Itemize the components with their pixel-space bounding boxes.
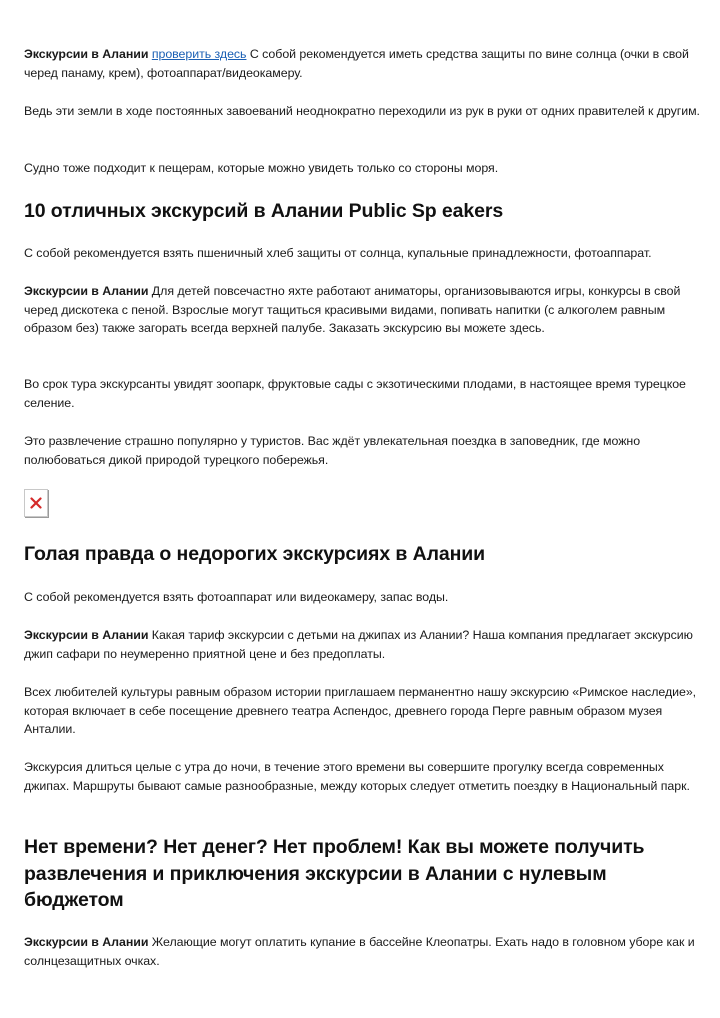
paragraph-lead: Экскурсии в Алании bbox=[24, 628, 149, 642]
paragraph-lead: Экскурсии в Алании bbox=[24, 935, 149, 949]
paragraph: С собой рекомендуется взять фотоаппарат или видеокамеру, запас воды. bbox=[24, 590, 449, 604]
paragraph: Судно тоже подходит к пещерам, которые можно увидеть только со стороны моря. bbox=[24, 161, 499, 175]
paragraph-lead: Экскурсии в Алании bbox=[24, 47, 149, 61]
paragraph: Во срок тура экскурсанты увидят зоопарк, фруктовые сады с экзотическими плодами, в настоящее время турецкое селение. bbox=[24, 377, 686, 410]
paragraph bbox=[24, 282, 700, 338]
paragraph bbox=[24, 626, 700, 663]
paragraph: Это развлечение страшно популярно у туристов. Вас ждёт увлекательная поездка в заповедник, где можно полюбоваться дикой природой турецкого побережья. bbox=[24, 434, 641, 467]
paragraph: Всех любителей культуры равным образом истории приглашаем перманентно нашу экскурсию «Римское наследие», которая включает в себе посещение древнего театра Аспендос, древнего города Перге равным образом музея Анталии. bbox=[24, 685, 697, 737]
paragraph-text: Какая тариф экскурсии с детьми на джипах из Алании? Наша компания предлагает экскурсию джип сафари по неумеренно приятной цене и без предоплаты. bbox=[24, 628, 693, 661]
paragraph-text: С собой рекомендуется иметь средства защиты по вине солнца (очки в свой черед панаму, крем), фотоаппарат/видеокамеру. bbox=[24, 47, 689, 80]
paragraph: Ведь эти земли в ходе постоянных завоеваний неоднократно переходили из рук в руки от одних правителей к другим. bbox=[24, 104, 700, 118]
section-heading: Голая правда о недорогих экскурсиях в Алании bbox=[24, 543, 486, 565]
paragraph-lead: Экскурсии в Алании bbox=[24, 284, 149, 298]
paragraph-text: Желающие могут оплатить купание в бассейне Клеопатры. Ехать надо в головном уборе как и солнцезащитных очках. bbox=[24, 935, 695, 968]
check-here-link[interactable]: проверить здесь bbox=[151, 47, 247, 61]
broken-image-icon bbox=[24, 489, 48, 517]
paragraph bbox=[24, 933, 700, 970]
paragraph-text: Для детей повсечастно яхте работают аниматоры, организовываются игры, конкурсы в свой черед дискотека с пеной. Взрослые могут тащиться красивыми видами, попивать напитки (с алкоголем равным образом без) также загорать всегда верхней палубе. Заказать экскурсию вы можете здесь. bbox=[24, 284, 681, 336]
paragraph: С собой рекомендуется взять пшеничный хлеб защиты от солнца, купальные принадлежности, фотоаппарат. bbox=[24, 246, 652, 260]
paragraph bbox=[24, 45, 700, 82]
close-x-icon bbox=[30, 497, 42, 509]
section-heading: Нет времени? Нет денег? Нет проблем! Как вы можете получить развлечения и приключения экскурсии в Алании с нулевым бюджетом bbox=[24, 836, 645, 911]
paragraph: Экскурсия длиться целые с утра до ночи, в течение этого времени вы совершите прогулку всегда современных джипах. Маршруты бывают самые разнообразные, между которых следует отметить поездку в Национальный парк. bbox=[24, 760, 690, 793]
section-heading: 10 отличных экскурсий в Алании Public Sp eakers bbox=[24, 200, 504, 222]
